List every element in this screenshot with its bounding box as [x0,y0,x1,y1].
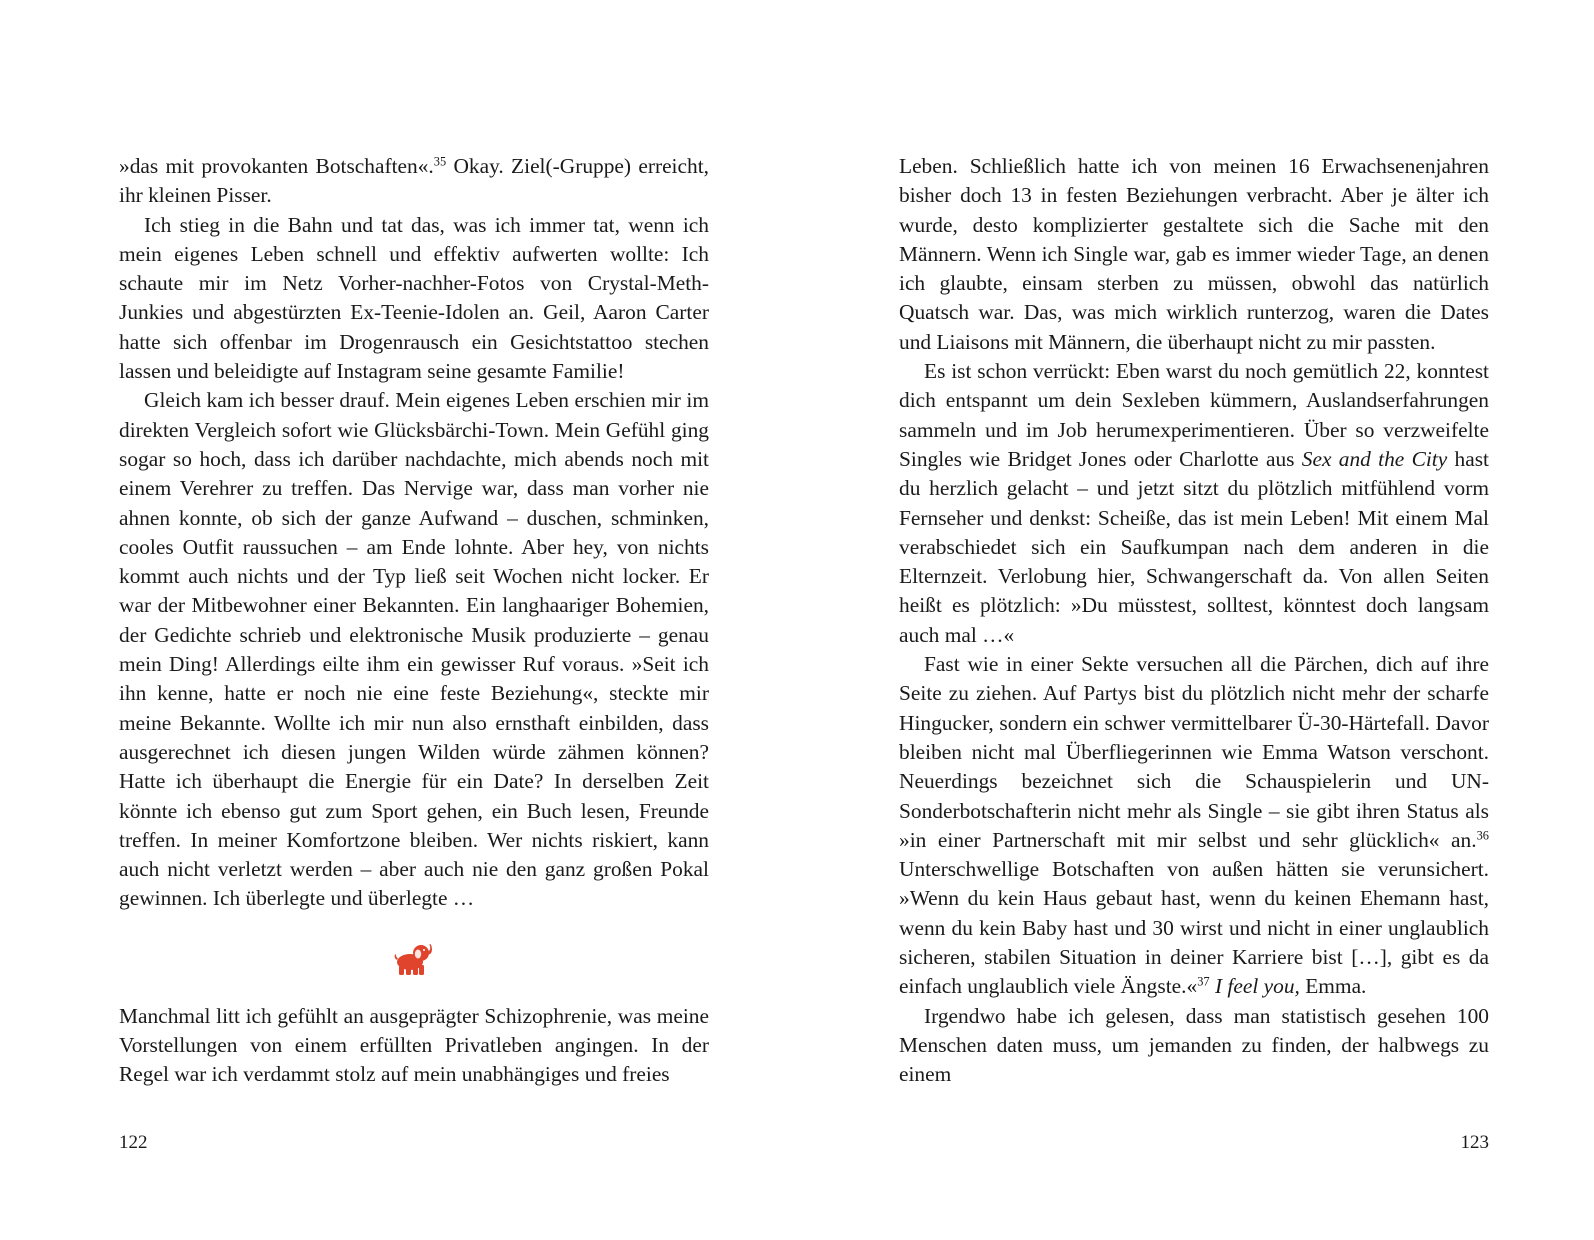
right-paragraph-4: Irgendwo habe ich gelesen, dass man statistisch gesehen 100 Menschen daten muss, um jemanden zu finden, der halbwegs zu einem [899,1003,1489,1087]
right-paragraph-2 [899,357,1489,650]
left-paragraph-2: Ich stieg in die Bahn und tat das, was ich immer tat, wenn ich mein eigenes Leben schnell und effektiv aufwerten wollte: Ich schaute mir im Netz Vorher-nachher-Fotos von Crystal-Meth-Junkies und abgestürzten Ex-Teenie-Idolen an. Geil, Aaron Carter hatte sich offenbar im Drogenrausch ein Gesichtstattoo stechen lassen und beleidigte auf Instagram seine gesamte Familie! [119,212,709,384]
text-run: hast du herzlich gelacht – und jetzt sitzt du plötzlich mitfühlend vorm Fernseher und denkst: Scheiße, das ist mein Leben! Mit einem Mal verabschiedet sich ein Saufkumpan nach dem anderen in die Elternzeit. Verlobung hier, Schwangerschaft da. Von allen Seiten heißt es plötzlich: »Du müsstest, solltest, könntest doch langsam auch mal …« [899,446,1489,647]
left-paragraph-4: Manchmal litt ich gefühlt an ausgeprägter Schizophrenie, was meine Vorstellungen von einem erfüllten Privatleben angingen. In der Regel war ich verdammt stolz auf mein unabhängiges und freies [119,1003,709,1087]
text-run: Fast wie in einer Sekte versuchen all die Pärchen, dich auf ihre Seite zu ziehen. Auf Partys bist du plötzlich nicht mehr der scharfe Hingucker, sondern ein schwer vermittelbarer Ü-30-Härtefall. Davor bleiben nicht mal Überfliegerinnen wie Emma Watson verschont. Neuerdings bezeichnet sich die Schauspielerin und UN-Sonderbotschafterin nicht mehr als Single – sie gibt ihren Status als »in einer Partnerschaft mit mir selbst und sehr glücklich« an. [899,652,1489,852]
italic-title: Sex and the City [1301,446,1448,471]
left-paragraph-3: Gleich kam ich besser drauf. Mein eigenes Leben erschien mir im direkten Vergleich sofort wie Glücksbärchi-Town. Mein Gefühl ging sogar so hoch, dass ich darüber nachdachte, mich abends noch mit einem Verehrer zu treffen. Das Nervige war, dass man vorher nie ahnen konnte, ob sich der ganze Aufwand – duschen, schminken, cooles Outfit raussuchen – am Ende lohnte. Aber hey, von nichts kommt auch nichts und der Typ ließ seit Wochen nicht locker. Er war der Mitbewohner einer Bekannten. Ein langhaariger Bohemien, der Gedichte schrieb und elektronische Musik produzierte – genau mein Ding! Allerdings eilte ihm ein gewisser Ruf voraus. »Seit ich ihn kenne, hatte er noch nie eine feste Beziehung«, steckte mir meine Bekannte. Wollte ich mir nun also ernsthaft einbilden, dass ausgerechnet ich diesen jungen Wilden würde zähmen können? Hatte ich überhaupt die Energie für ein Date? In derselben Zeit könnte ich ebenso gut zum Sport gehen, ein Buch lesen, Freunde treffen. In meiner Komfortzone bleiben. Wer nichts riskiert, kann auch nicht verletzt werden – aber auch nie den ganz großen Pokal gewinnen. Ich überlegte und überlegte … [119,388,709,911]
text-run: Es ist schon verrückt: Eben warst du noch gemütlich 22, konntest dich entspannt um dein Sexleben kümmern, Auslandserfahrungen sammeln und im Job herumexperimentieren. Über so verzweifelte Singles wie Bridget Jones oder Charlotte aus [899,359,1489,471]
text-run: Unterschwellige Botschaften von außen hätten sie verunsichert. »Wenn du kein Haus gebaut hast, wenn du keinen Ehemann hast, wenn du kein Baby hast und 30 wirst und nicht in einer unglaublich sicheren, stabilen Situation in deiner Karriere bist […], gibt es da einfach unglaublich viele Ängste.« [899,857,1489,999]
text-run: Emma. [1299,974,1367,999]
right-paragraph-3 [899,650,1489,1002]
left-page [119,152,709,1090]
right-page [899,152,1489,1090]
elephant-shape [395,944,432,975]
page-number-left: 122 [119,1132,148,1153]
text-run: »das mit provokanten Botschaften«. [119,154,434,178]
italic-phrase: I feel you, [1209,974,1300,999]
footnote-ref-36: 36 [1476,828,1489,843]
text-run: Okay. Ziel(-Gruppe) erreicht, ihr kleinen Pisser. [119,154,709,208]
right-paragraph-1: Leben. Schließlich hatte ich von meinen 16 Erwachsenenjahren bisher doch 13 in festen Beziehungen verbracht. Aber je älter ich wurde, desto komplizierter gestaltete sich die Sache mit den Männern. Wenn ich Single war, gab es immer wieder Tage, an denen ich glaubte, einsam sterben zu müssen, obwohl das natürlich Quatsch war. Das, was mich wirklich runterzog, waren die Dates und Liaisons mit Männern, die überhaupt nicht zu mir passten. [899,154,1489,354]
page-number-right: 123 [1460,1132,1489,1153]
footnote-ref-37: 37 [1197,974,1210,989]
left-paragraph-1 [119,152,709,211]
elephant-icon [394,940,434,976]
section-separator [119,914,709,1002]
footnote-ref-35: 35 [433,154,447,169]
